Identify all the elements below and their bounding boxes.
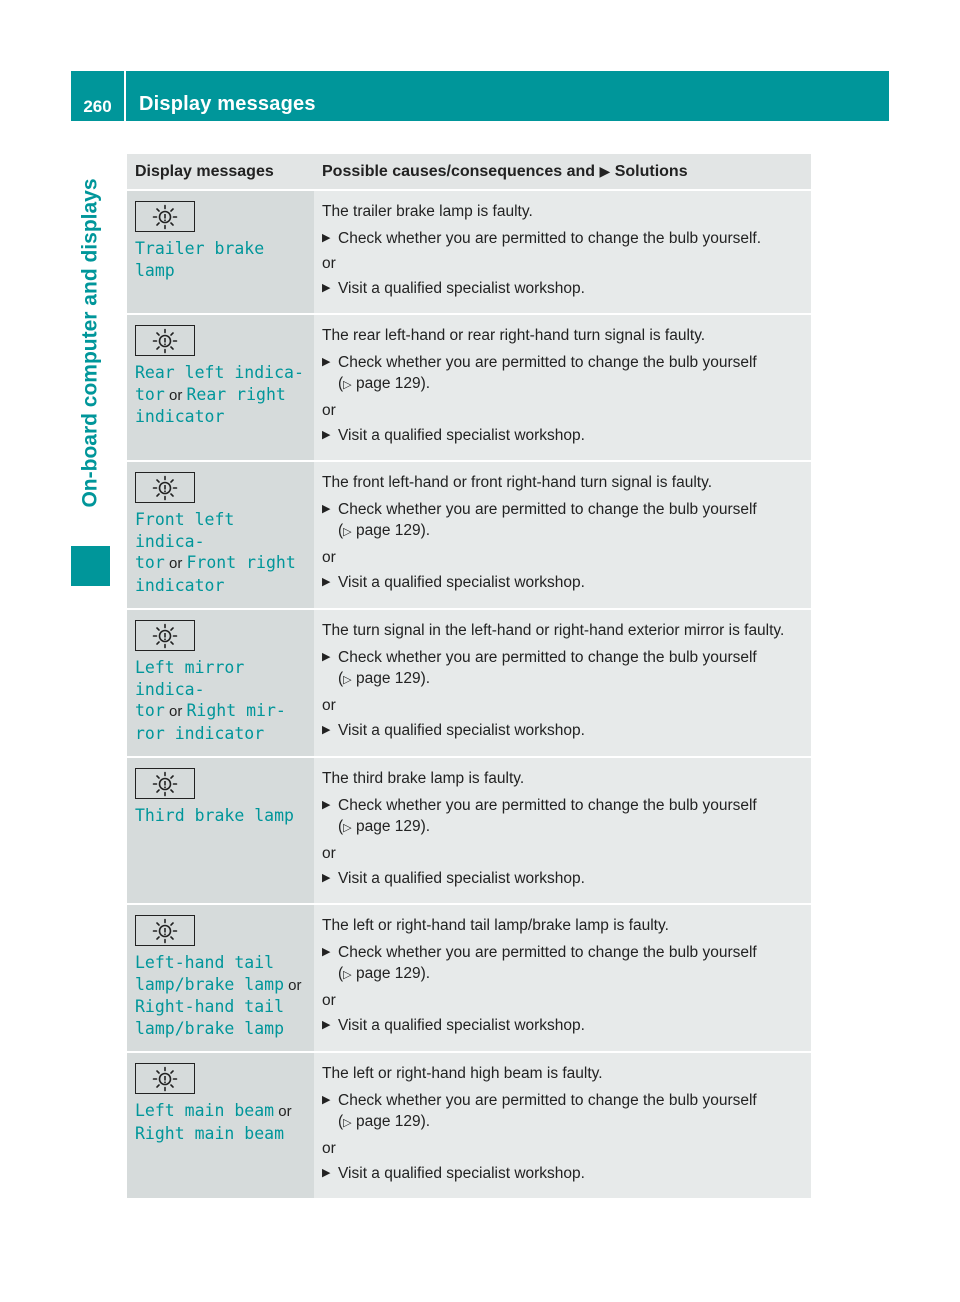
message-1: Trailer brake lamp	[135, 239, 265, 280]
triangle-right-outline-icon: ▷	[343, 674, 352, 686]
page-reference[interactable]: (▷ page 129).	[338, 965, 431, 982]
display-message-text	[135, 657, 306, 744]
side-tab-label: On-board computer and displays	[78, 178, 102, 508]
table-row	[127, 1052, 811, 1199]
cause-text: The left or right-hand tail lamp/brake lamp is faulty.	[322, 917, 669, 934]
display-message-text	[135, 805, 306, 828]
triangle-right-icon: ▶	[322, 1094, 331, 1106]
bulb-fault-icon	[135, 915, 195, 946]
side-tab	[71, 143, 110, 586]
table-row	[127, 904, 811, 1052]
table-row	[127, 609, 811, 757]
triangle-right-icon: ▶	[322, 1019, 331, 1031]
solution-step: ▶ Visit a qualified specialist workshop.	[322, 722, 585, 739]
solution-cell	[314, 904, 811, 1052]
solution-step: ▶ Visit a qualified specialist workshop.	[322, 280, 585, 297]
table-header-row	[127, 154, 811, 190]
message-2: Right-hand tail lamp/brake lamp	[135, 997, 285, 1038]
solution-step: ▶ Visit a qualified specialist workshop.	[322, 1165, 585, 1182]
solution-cell	[314, 609, 811, 757]
header-bar	[71, 71, 889, 121]
triangle-right-icon: ▶	[322, 356, 331, 368]
cause-text: The trailer brake lamp is faulty.	[322, 203, 533, 220]
table-row	[127, 314, 811, 461]
display-message-cell	[127, 461, 314, 609]
bulb-fault-icon	[135, 325, 195, 356]
bulb-fault-icon	[135, 1063, 195, 1094]
display-message-text	[135, 1100, 306, 1144]
triangle-right-icon: ▶	[322, 503, 331, 515]
page-reference[interactable]: (▷ page 129).	[338, 670, 431, 687]
display-message-cell	[127, 314, 314, 461]
solution-step: ▶ Check whether you are permitted to change the bulb yourself.	[322, 230, 762, 247]
or-separator: or	[322, 697, 336, 714]
bulb-fault-icon	[135, 620, 195, 651]
cause-text: The third brake lamp is faulty.	[322, 770, 525, 787]
solution-cell	[314, 461, 811, 609]
message-or: or	[164, 703, 187, 720]
display-messages-table	[127, 154, 811, 1200]
col-header-display-messages: Display messages	[127, 154, 314, 190]
bulb-fault-icon	[135, 768, 195, 799]
solution-step: ▶ Check whether you are permitted to change the bulb yourself (▷ page 129).	[322, 797, 757, 835]
solution-step: ▶ Visit a qualified specialist workshop.	[322, 574, 585, 591]
display-message-text	[135, 952, 306, 1039]
table-row	[127, 190, 811, 314]
table-row	[127, 461, 811, 609]
solution-step: ▶ Check whether you are permitted to change the bulb yourself (▷ page 129).	[322, 1092, 757, 1130]
message-or: or	[284, 976, 302, 994]
solution-cell	[314, 314, 811, 461]
triangle-right-outline-icon: ▷	[343, 969, 352, 981]
or-separator: or	[322, 402, 336, 419]
side-tab-marker	[71, 546, 110, 586]
message-2: Right main beam	[135, 1123, 285, 1143]
triangle-right-icon: ▶	[322, 799, 331, 811]
solution-step: ▶ Visit a qualified specialist workshop.	[322, 427, 585, 444]
solution-step: ▶ Check whether you are permitted to change the bulb yourself (▷ page 129).	[322, 649, 757, 687]
page-number: 260	[71, 71, 126, 121]
triangle-right-icon: ▶	[322, 651, 331, 663]
solution-step: ▶ Check whether you are permitted to change the bulb yourself (▷ page 129).	[322, 354, 757, 392]
triangle-right-icon: ▶	[322, 429, 331, 441]
page-reference[interactable]: (▷ page 129).	[338, 375, 431, 392]
page-reference[interactable]: (▷ page 129).	[338, 818, 431, 835]
message-2: Rear right indicator	[135, 384, 286, 426]
message-or: or	[164, 386, 187, 404]
triangle-right-outline-icon: ▷	[343, 1117, 352, 1129]
triangle-right-icon: ▶	[322, 576, 331, 588]
display-message-cell	[127, 1052, 314, 1199]
col-header-solutions: Possible causes/consequences and ▶ Solutions	[314, 154, 811, 190]
page-title: Display messages	[139, 93, 316, 115]
cause-text: The turn signal in the left-hand or right-hand exterior mirror is faulty.	[322, 622, 785, 639]
display-message-text	[135, 362, 306, 428]
triangle-right-outline-icon: ▷	[343, 822, 352, 834]
or-separator: or	[322, 845, 336, 862]
page-reference[interactable]: (▷ page 129).	[338, 1113, 431, 1130]
solution-cell	[314, 190, 811, 314]
or-separator: or	[322, 992, 336, 1009]
triangle-right-icon: ▶	[322, 724, 331, 736]
or-separator: or	[322, 549, 336, 566]
solution-step: ▶ Check whether you are permitted to change the bulb yourself (▷ page 129).	[322, 944, 757, 982]
message-or: or	[274, 1103, 292, 1120]
triangle-right-icon: ▶	[322, 232, 331, 244]
display-message-cell	[127, 190, 314, 314]
cause-text: The rear left-hand or rear right-hand turn signal is faulty.	[322, 327, 706, 344]
solution-step: ▶ Visit a qualified specialist workshop.	[322, 1017, 585, 1034]
solution-cell	[314, 757, 811, 904]
triangle-right-icon: ▶	[322, 1167, 331, 1179]
triangle-right-icon: ▶	[322, 282, 331, 294]
message-or: or	[164, 555, 187, 572]
bulb-fault-icon	[135, 472, 195, 503]
message-2: Right mir- ror indicator	[135, 701, 286, 743]
or-separator: or	[322, 1140, 336, 1157]
triangle-right-outline-icon: ▷	[343, 379, 352, 391]
solution-step: ▶ Visit a qualified specialist workshop.	[322, 870, 585, 887]
solution-step: ▶ Check whether you are permitted to change the bulb yourself (▷ page 129).	[322, 501, 757, 539]
display-message-cell	[127, 757, 314, 904]
message-1: Left main beam	[135, 1101, 275, 1120]
triangle-right-outline-icon: ▷	[343, 526, 352, 538]
message-1: Left mirror indica- tor	[135, 658, 245, 720]
cause-text: The left or right-hand high beam is faulty.	[322, 1065, 603, 1082]
table-row	[127, 757, 811, 904]
or-separator: or	[322, 255, 336, 272]
display-message-text	[135, 509, 306, 596]
cause-text: The front left-hand or front right-hand turn signal is faulty.	[322, 474, 712, 491]
triangle-right-icon: ▶	[322, 872, 331, 884]
display-message-cell	[127, 609, 314, 757]
message-2: Front right indicator	[135, 553, 296, 595]
message-1: Rear left indica- tor	[135, 363, 304, 404]
triangle-right-icon: ▶	[322, 946, 331, 958]
solutions-arrow-icon: ▶	[599, 162, 611, 179]
message-1: Third brake lamp	[135, 806, 294, 825]
message-1: Front left indica- tor	[135, 510, 235, 572]
page-reference[interactable]: (▷ page 129).	[338, 522, 431, 539]
solution-cell	[314, 1052, 811, 1199]
message-1: Left-hand tail lamp/brake lamp	[135, 953, 285, 994]
display-message-cell	[127, 904, 314, 1052]
display-message-text	[135, 238, 306, 282]
bulb-fault-icon	[135, 201, 195, 232]
